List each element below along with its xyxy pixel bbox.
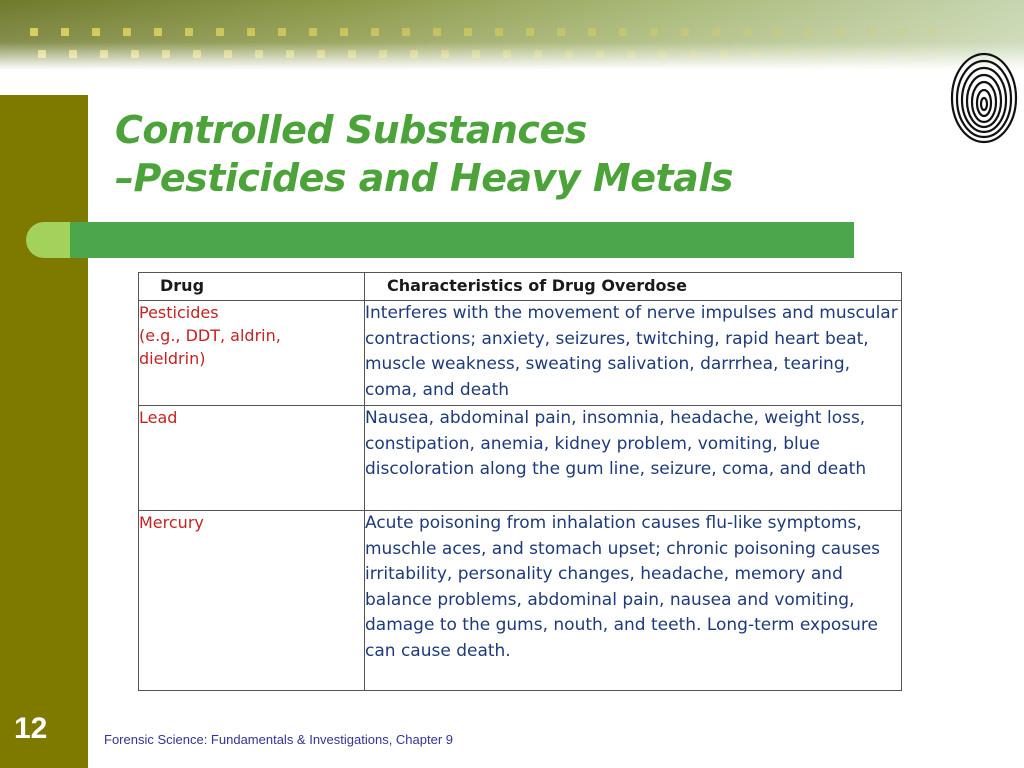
drug-cell: Mercury	[139, 511, 365, 691]
characteristics-cell: Nausea, abdominal pain, insomnia, headache, weight loss, constipation, anemia, kidney problem, vomiting, blue discoloration along the gum line, seizure, coma, and death	[365, 406, 902, 511]
table-header-row	[139, 273, 902, 301]
left-sidebar-bar	[0, 95, 88, 768]
characteristics-cell: Acute poisoning from inhalation causes flu-like symptoms, muschle aces, and stomach upset; chronic poisoning causes irritability, personality changes, headache, memory and balance problems, abdominal pain, nausea and vomiting, damage to the gums, nouth, and teeth. Long-term exposure can cause death.	[365, 511, 902, 691]
title-line-2: –Pesticides and Heavy Metals	[115, 156, 733, 200]
drug-cell: Lead	[139, 406, 365, 511]
table-row	[139, 406, 902, 511]
header-characteristics: Characteristics of Drug Overdose	[365, 273, 902, 301]
drug-cell: Pesticides (e.g., DDT, aldrin, dieldrin)	[139, 301, 365, 406]
slide-title	[115, 106, 733, 202]
header-drug: Drug	[139, 273, 365, 301]
table-row	[139, 511, 902, 691]
slide-number: 12	[14, 712, 48, 745]
title-line-1: Controlled Substances	[115, 108, 587, 152]
fingerprint-icon	[948, 50, 1020, 146]
title-underline-bar	[26, 222, 854, 258]
table-row	[139, 301, 902, 406]
characteristics-cell: Interferes with the movement of nerve impulses and muscular contractions; anxiety, seizures, twitching, rapid heart beat, muscle weakness, sweating salivation, darrrhea, tearing, coma, and death	[365, 301, 902, 406]
footer-citation: Forensic Science: Fundamentals & Investigations, Chapter 9	[104, 732, 454, 747]
drug-overdose-table	[138, 272, 902, 691]
top-banner	[0, 0, 1024, 70]
